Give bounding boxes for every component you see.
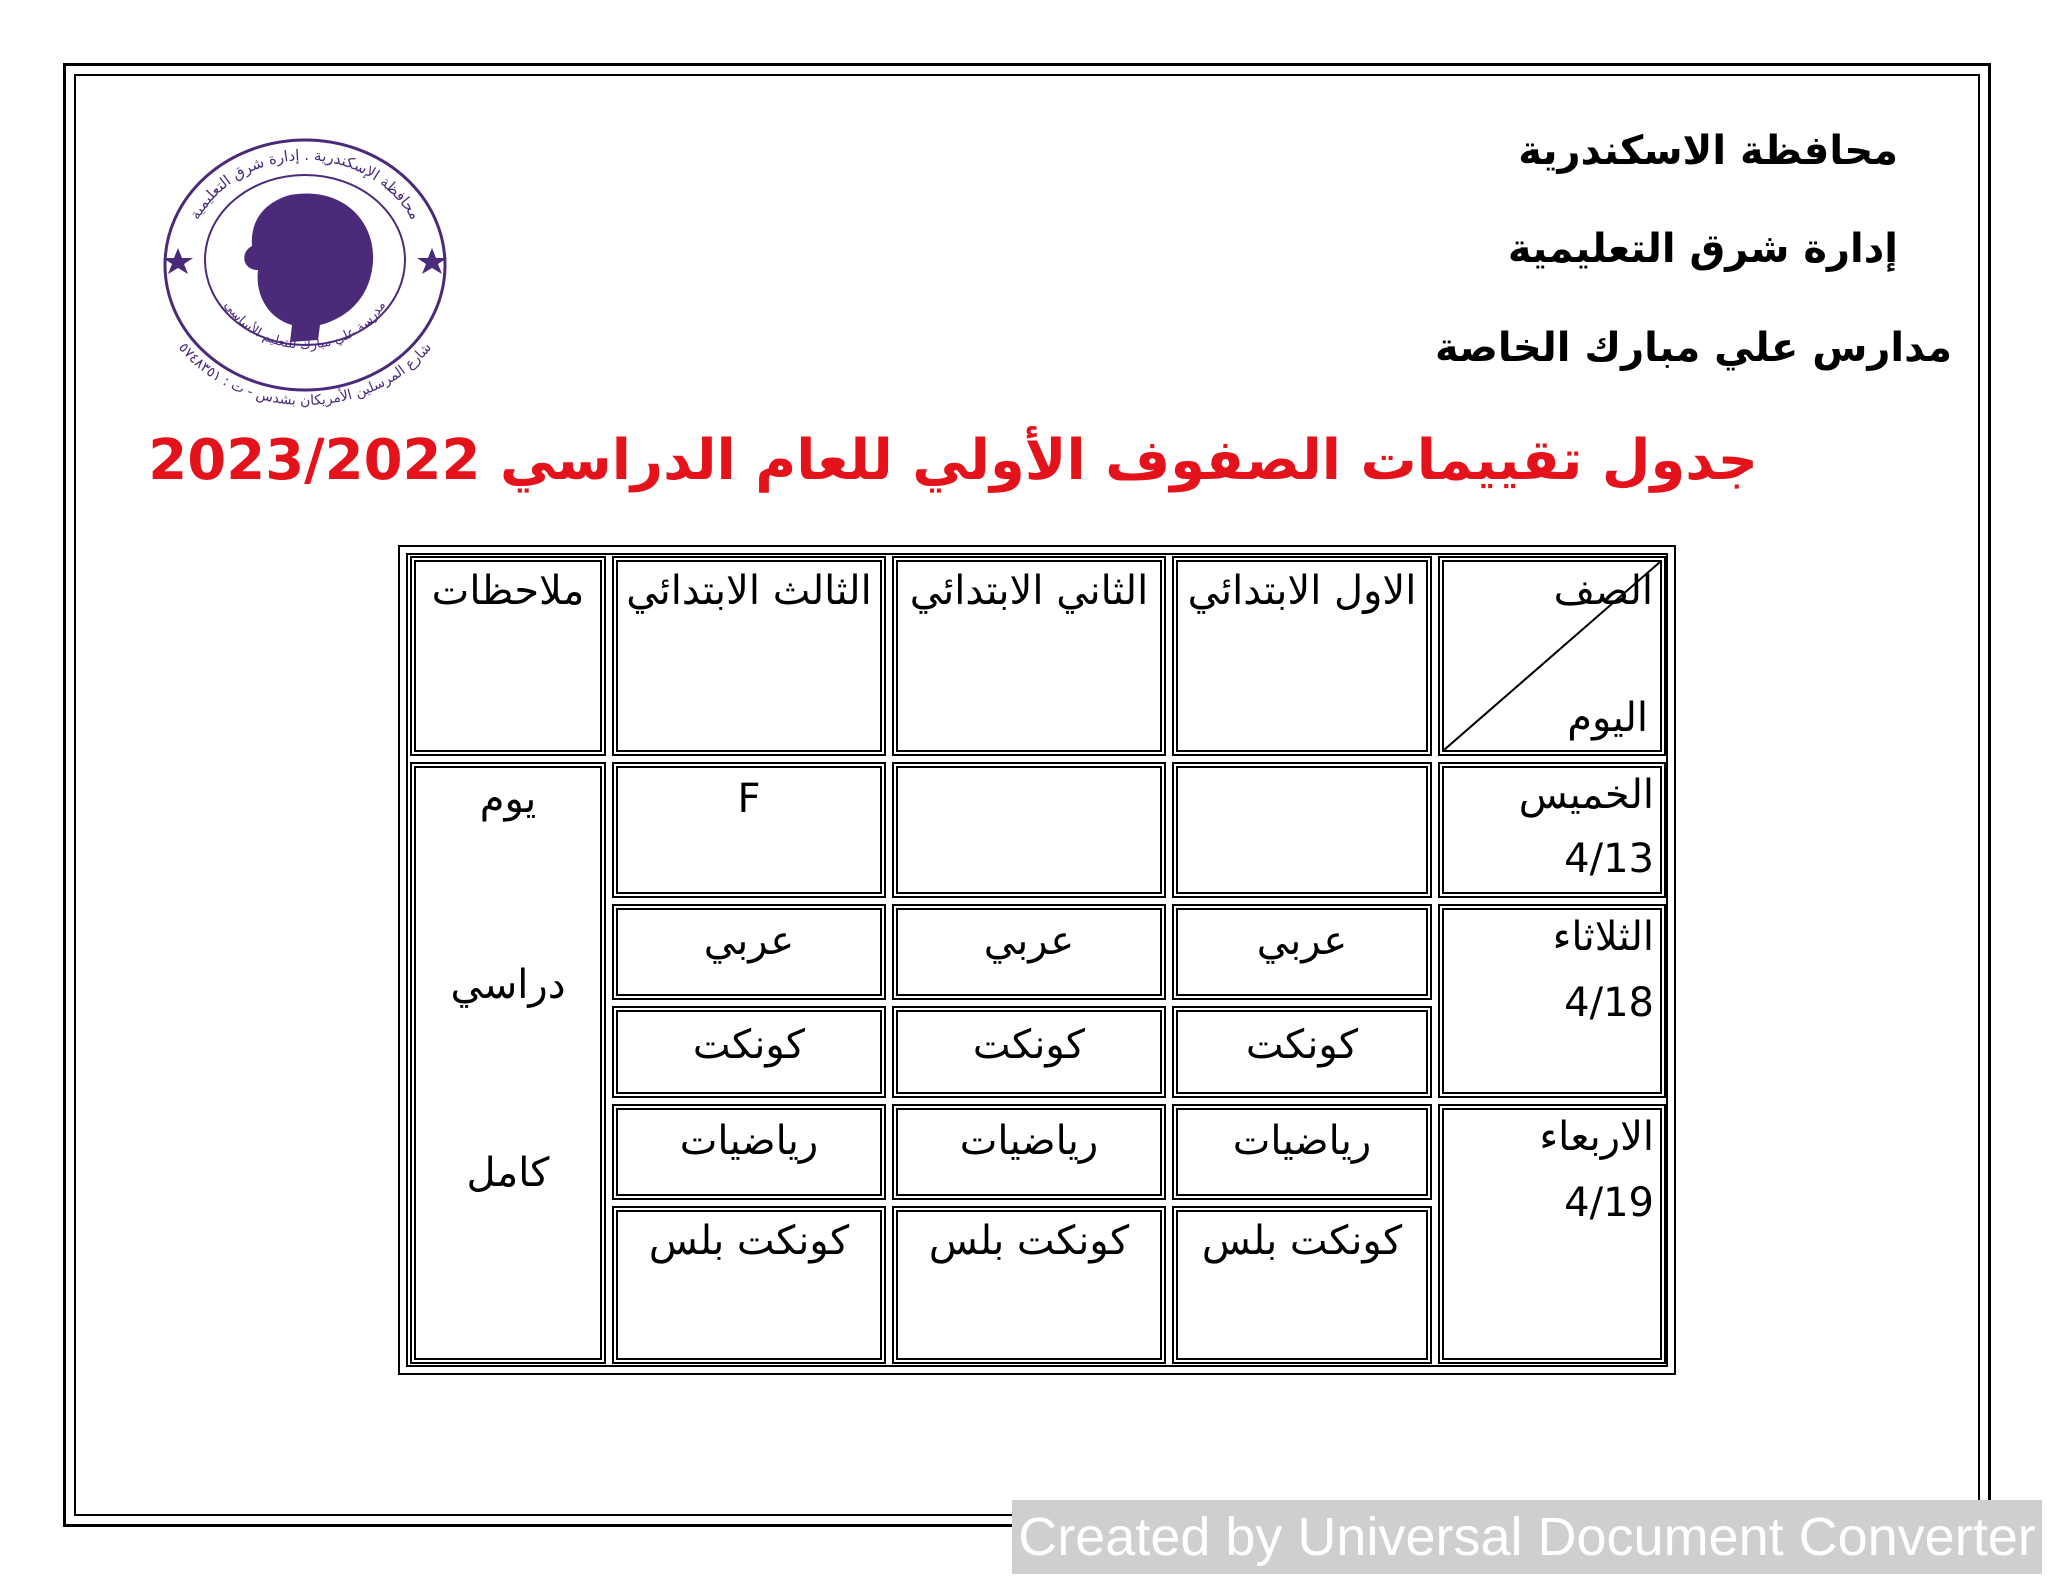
corner-day-label: اليوم xyxy=(1567,695,1648,741)
school-name: مدارس علي مبارك الخاصة xyxy=(1435,325,1952,371)
seal-ring-text-top: محافظة الإسكندرية . إدارة شرق التعليمية xyxy=(185,145,425,223)
page-title: جدول تقييمات الصفوف الأولي للعام الدراسي 2023/2022 xyxy=(148,428,1758,493)
day-name-wednesday: الاربعاء xyxy=(1539,1114,1654,1160)
wednesday-grade3-subject-2: كونكت بلس xyxy=(648,1218,850,1264)
wednesday-grade1-subject-1: رياضيات xyxy=(1232,1118,1372,1164)
column-header-grade3-label: الثالث الابتدائي xyxy=(626,568,872,614)
star-icon xyxy=(417,248,447,274)
tuesday-grade2-subject-2: كونكت xyxy=(972,1022,1086,1068)
wednesday-grade1-subject-2: كونكت بلس xyxy=(1201,1218,1403,1264)
tuesday-grade2-subject-1: عربي xyxy=(983,918,1075,964)
converter-watermark: Created by Universal Document Converter xyxy=(1012,1500,2042,1574)
wednesday-grade2-subject-2: كونكت بلس xyxy=(928,1218,1130,1264)
day-date-thursday: 4/13 xyxy=(1564,836,1654,882)
column-header-grade1-label: الاول الابتدائي xyxy=(1187,568,1417,614)
tuesday-grade3-subject-1: عربي xyxy=(703,918,795,964)
table-cell xyxy=(1172,762,1432,898)
note-line-2: دراسي xyxy=(450,962,566,1008)
seal-head-silhouette xyxy=(244,193,373,342)
wednesday-grade3-subject-1: رياضيات xyxy=(679,1118,819,1164)
tuesday-grade1-subject-2: كونكت xyxy=(1245,1022,1359,1068)
notes-cell xyxy=(410,762,606,1364)
table-cell xyxy=(892,762,1166,898)
day-name-thursday: الخميس xyxy=(1518,772,1654,818)
tuesday-grade1-subject-1: عربي xyxy=(1256,918,1348,964)
governorate-label: محافظة الاسكندرية xyxy=(1518,128,1898,174)
seal-ring-text-inner: مدرسة علي مبارك للتعليم الأساسي xyxy=(220,298,390,353)
star-icon xyxy=(163,248,193,274)
wednesday-grade2-subject-1: رياضيات xyxy=(959,1118,1099,1164)
day-date-tuesday: 4/18 xyxy=(1564,980,1654,1026)
school-seal-logo xyxy=(140,120,470,410)
thursday-grade3-subject: F xyxy=(737,776,761,822)
note-line-1: يوم xyxy=(479,776,537,822)
note-line-3: كامل xyxy=(466,1150,550,1196)
day-name-tuesday: الثلاثاء xyxy=(1552,914,1654,960)
column-header-notes-label: ملاحظات xyxy=(431,568,585,614)
administration-label: إدارة شرق التعليمية xyxy=(1507,226,1898,272)
seal-ring-text-bottom: شارع المرسلين الأمريكان بشدس - ت : ٥٧٤٨٣٥١ xyxy=(175,339,435,410)
corner-grade-label: الصف xyxy=(1553,568,1653,614)
day-date-wednesday: 4/19 xyxy=(1564,1180,1654,1226)
tuesday-grade3-subject-2: كونكت xyxy=(692,1022,806,1068)
column-header-grade2-label: الثاني الابتدائي xyxy=(909,568,1149,614)
